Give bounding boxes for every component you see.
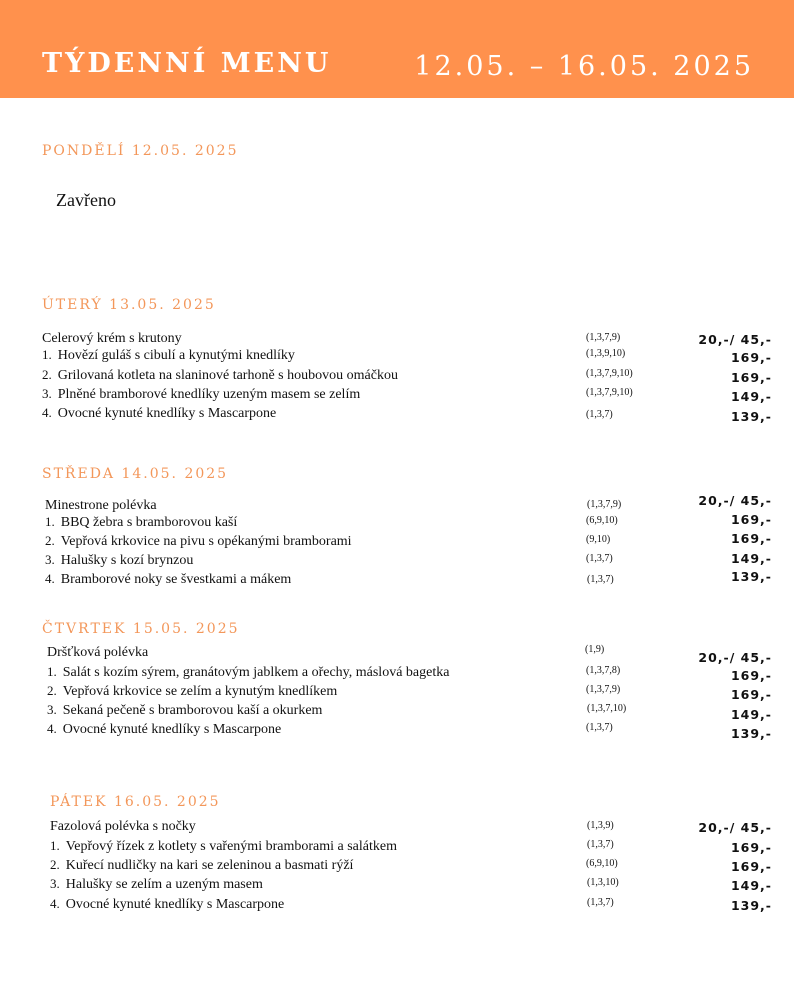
allergens: (1,3,7) <box>587 897 614 908</box>
allergens: (1,3,7,9) <box>586 684 621 695</box>
price: 169,- <box>730 840 772 855</box>
menu-row <box>0 683 794 701</box>
dish-name: Halušky se zelím a uzeným masem <box>65 877 263 892</box>
menu-row <box>0 347 794 365</box>
price: 169,- <box>730 687 772 702</box>
dish-number: 3. <box>50 876 60 891</box>
price: 169,- <box>730 531 772 546</box>
dish-name: Minestrone polévka <box>45 498 157 513</box>
header-banner <box>0 0 794 98</box>
dish-name: Plněné bramborové knedlíky uzeným masem se zelím <box>57 387 361 402</box>
price: 169,- <box>730 370 772 385</box>
price: 149,- <box>730 878 772 893</box>
dish-name: Vepřová krkovice na pivu s opékanými bramborami <box>60 534 352 549</box>
dish-name: Kuřecí nudličky na kari se zeleninou a basmati rýží <box>65 858 354 873</box>
dish-number: 4. <box>45 571 55 586</box>
allergens: (9,10) <box>586 534 611 545</box>
allergens: (6,9,10) <box>586 858 618 869</box>
dish-number: 1. <box>50 838 60 853</box>
dish-name: Ovocné kynuté knedlíky s Mascarpone <box>57 406 277 421</box>
dish-number: 3. <box>47 702 57 717</box>
menu-row-soup <box>0 819 794 837</box>
dish-name: Vepřová krkovice se zelím a kynutým knedlíkem <box>62 684 338 699</box>
menu-row <box>0 514 794 532</box>
dish-name: Ovocné kynuté knedlíky s Mascarpone <box>65 897 285 912</box>
day-title-wednesday: STŘEDA 14.05. 2025 <box>42 466 229 482</box>
allergens: (6,9,10) <box>586 515 618 526</box>
dish-name: Hovězí guláš s cibulí a kynutými knedlíky <box>57 348 295 363</box>
menu-row <box>0 533 794 551</box>
dish-number: 4. <box>47 721 57 736</box>
price: 149,- <box>730 389 772 404</box>
day-title-monday: PONDĚLÍ 12.05. 2025 <box>42 143 239 159</box>
price: 20,-/ 45,- <box>698 332 772 347</box>
price: 20,-/ 45,- <box>698 820 772 835</box>
allergens: (1,9) <box>585 644 605 655</box>
allergens: (1,3,7,9,10) <box>586 387 633 398</box>
allergens: (1,3,7) <box>586 722 613 733</box>
dish-name: Celerový krém s krutony <box>42 331 182 346</box>
allergens: (1,3,7,9) <box>587 499 622 510</box>
price: 20,-/ 45,- <box>698 650 772 665</box>
price: 139,- <box>730 569 772 584</box>
menu-date-range: 12.05. – 16.05. 2025 <box>414 51 754 82</box>
allergens: (1,3,7,9,10) <box>586 368 633 379</box>
menu-row <box>0 571 794 589</box>
dish-number: 2. <box>47 683 57 698</box>
menu-row <box>0 838 794 856</box>
dish-name: Ovocné kynuté knedlíky s Mascarpone <box>62 722 282 737</box>
dish-name: Grilovaná kotleta na slaninové tarhoně s houbovou omáčkou <box>57 368 398 383</box>
dish-number: 4. <box>42 405 52 420</box>
menu-row <box>0 664 794 682</box>
dish-number: 3. <box>42 386 52 401</box>
price: 139,- <box>730 726 772 741</box>
dish-name: Salát s kozím sýrem, granátovým jablkem a ořechy, máslová bagetka <box>62 665 450 680</box>
dish-number: 2. <box>45 533 55 548</box>
dish-name: Vepřový řízek z kotlety s vařenými bramborami a salátkem <box>65 839 397 854</box>
dish-name: Halušky s kozí brynzou <box>60 553 194 568</box>
price: 139,- <box>730 898 772 913</box>
day-title-friday: PÁTEK 16.05. 2025 <box>50 794 221 810</box>
dish-number: 1. <box>42 347 52 362</box>
allergens: (1,3,7) <box>586 553 613 564</box>
allergens: (1,3,7,10) <box>587 703 627 714</box>
price: 139,- <box>730 409 772 424</box>
allergens: (1,3,7,8) <box>586 665 621 676</box>
menu-row <box>0 405 794 423</box>
price: 169,- <box>730 512 772 527</box>
allergens: (1,3,9,10) <box>586 348 626 359</box>
dish-number: 1. <box>47 664 57 679</box>
menu-row <box>0 386 794 404</box>
dish-name: Dršťková polévka <box>47 645 149 660</box>
menu-row <box>0 857 794 875</box>
price: 169,- <box>730 668 772 683</box>
allergens: (1,3,7,9) <box>586 332 621 343</box>
menu-row-soup <box>0 645 794 663</box>
dish-number: 2. <box>42 367 52 382</box>
day-title-thursday: ČTVRTEK 15.05. 2025 <box>42 621 240 637</box>
allergens: (1,3,10) <box>587 877 619 888</box>
dish-name: Bramborové noky se švestkami a mákem <box>60 572 292 587</box>
price: 169,- <box>730 859 772 874</box>
allergens: (1,3,7) <box>586 409 613 420</box>
allergens: (1,3,7) <box>587 574 614 585</box>
dish-number: 2. <box>50 857 60 872</box>
dish-name: BBQ žebra s bramborovou kaší <box>60 515 238 530</box>
menu-row <box>0 896 794 914</box>
day-title-tuesday: ÚTERÝ 13.05. 2025 <box>42 297 216 313</box>
dish-number: 1. <box>45 514 55 529</box>
dish-name: Sekaná pečeně s bramborovou kaší a okurkem <box>62 703 323 718</box>
dish-name: Fazolová polévka s nočky <box>50 819 196 834</box>
price: 20,-/ 45,- <box>698 493 772 508</box>
menu-row <box>0 702 794 720</box>
dish-number: 3. <box>45 552 55 567</box>
price: 169,- <box>730 350 772 365</box>
dish-number: 4. <box>50 896 60 911</box>
closed-note: Zavřeno <box>56 190 116 210</box>
price: 149,- <box>730 551 772 566</box>
menu-row <box>0 876 794 894</box>
menu-row <box>0 552 794 570</box>
menu-title: TÝDENNÍ MENU <box>42 48 332 79</box>
allergens: (1,3,7) <box>587 839 614 850</box>
menu-row <box>0 367 794 385</box>
allergens: (1,3,9) <box>587 820 614 831</box>
menu-row <box>0 721 794 739</box>
price: 149,- <box>730 707 772 722</box>
